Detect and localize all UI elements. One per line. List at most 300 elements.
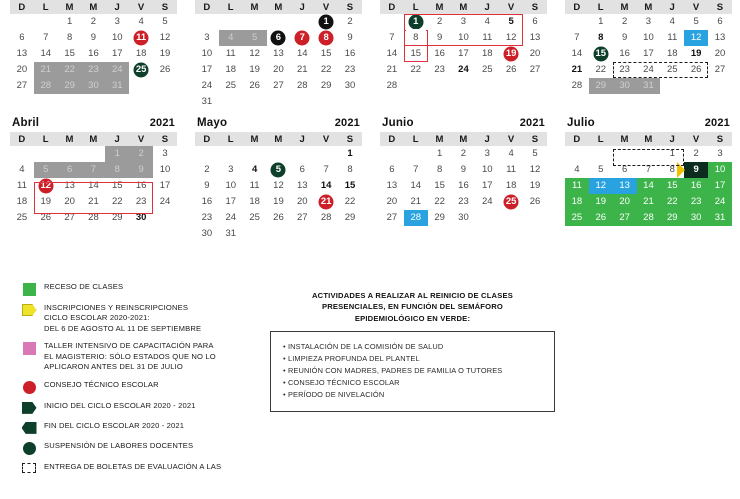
calendar-day-cell[interactable] — [637, 78, 661, 94]
calendar-day-cell[interactable] — [153, 62, 177, 78]
calendar-day-cell[interactable] — [153, 30, 177, 46]
calendar-day-cell[interactable] — [404, 30, 428, 46]
calendar-day-cell[interactable] — [428, 30, 452, 46]
calendar-day-cell[interactable] — [708, 194, 732, 210]
calendar-day-cell[interactable] — [613, 210, 637, 226]
calendar-day-cell[interactable] — [523, 146, 547, 162]
calendar-day-cell[interactable] — [523, 162, 547, 178]
calendar-day-cell[interactable] — [290, 30, 314, 46]
calendar-day-cell[interactable] — [10, 62, 34, 78]
calendar-day-cell[interactable] — [153, 178, 177, 194]
calendar-day-cell[interactable] — [428, 146, 452, 162]
calendar-day-cell[interactable] — [82, 162, 106, 178]
weekday-header: M — [243, 132, 267, 146]
calendar-day-cell[interactable] — [637, 46, 661, 62]
calendar-day-cell[interactable] — [565, 78, 589, 94]
calendar-day-cell[interactable] — [34, 30, 58, 46]
legend-swatch — [14, 462, 44, 473]
calendar-day-cell[interactable] — [58, 30, 82, 46]
calendar-day-cell[interactable] — [314, 62, 338, 78]
calendar-day-cell[interactable] — [499, 146, 523, 162]
calendar-day-cell[interactable] — [523, 62, 547, 78]
calendar-day-cell[interactable] — [475, 162, 499, 178]
calendar-day-cell[interactable] — [589, 46, 613, 62]
day-number: 16 — [88, 48, 99, 59]
calendar-day-cell[interactable] — [34, 178, 58, 194]
calendar-day-cell[interactable] — [475, 62, 499, 78]
calendar-day-cell[interactable] — [314, 210, 338, 226]
activities-list-item: • PERÍODO DE NIVELACIÓN — [283, 390, 385, 400]
calendar-day-cell[interactable] — [565, 62, 589, 78]
calendar-day-cell[interactable] — [10, 46, 34, 62]
calendar-day-cell[interactable] — [404, 46, 428, 62]
day-number: 15 — [667, 180, 678, 191]
calendar-day-cell[interactable] — [105, 30, 129, 46]
calendar-day-cell[interactable] — [637, 62, 661, 78]
calendar-day-cell[interactable] — [637, 162, 661, 178]
calendar-day-cell[interactable] — [637, 14, 661, 30]
calendar-empty-cell — [589, 146, 613, 162]
calendar-day-cell[interactable] — [380, 46, 404, 62]
calendar-day-cell[interactable] — [34, 210, 58, 226]
calendar-day-cell[interactable] — [499, 194, 523, 210]
calendar-day-cell[interactable] — [428, 62, 452, 78]
calendar-day-cell[interactable] — [243, 178, 267, 194]
calendar-day-cell[interactable] — [105, 78, 129, 94]
calendar-day-cell[interactable] — [380, 62, 404, 78]
calendar-day-cell[interactable] — [475, 194, 499, 210]
calendar-day-cell[interactable] — [314, 46, 338, 62]
calendar-day-cell[interactable] — [452, 178, 476, 194]
day-number: 21 — [297, 64, 308, 75]
calendar-day-cell[interactable] — [290, 178, 314, 194]
calendar-day-cell[interactable] — [613, 14, 637, 30]
calendar-day-cell[interactable] — [613, 194, 637, 210]
calendar-day-cell[interactable] — [660, 62, 684, 78]
calendar-day-cell[interactable] — [613, 178, 637, 194]
calendar-day-cell[interactable] — [314, 14, 338, 30]
calendar-day-cell[interactable] — [195, 94, 219, 110]
calendar-day-cell[interactable] — [153, 14, 177, 30]
calendar-day-cell[interactable] — [589, 210, 613, 226]
calendar-day-cell[interactable] — [380, 30, 404, 46]
calendar-day-cell[interactable] — [660, 46, 684, 62]
calendar-day-cell[interactable] — [58, 14, 82, 30]
calendar-day-cell[interactable] — [267, 46, 291, 62]
day-number: 13 — [529, 32, 541, 43]
calendar-day-cell[interactable] — [129, 46, 153, 62]
calendar-day-cell[interactable] — [428, 194, 452, 210]
calendar-day-cell[interactable] — [523, 46, 547, 62]
calendar-day-cell[interactable] — [660, 30, 684, 46]
calendar-day-cell[interactable] — [475, 14, 499, 30]
calendar-empty-cell — [153, 78, 177, 94]
calendar-day-cell[interactable] — [565, 162, 589, 178]
calendar-day-cell[interactable] — [267, 62, 291, 78]
calendar-day-cell[interactable] — [475, 146, 499, 162]
calendar-day-cell[interactable] — [684, 62, 708, 78]
calendar-day-cell[interactable] — [58, 62, 82, 78]
calendar-day-cell[interactable] — [523, 14, 547, 30]
calendar-day-cell[interactable] — [589, 162, 613, 178]
calendar-day-cell[interactable] — [613, 78, 637, 94]
calendar-day-cell[interactable] — [105, 46, 129, 62]
calendar-day-cell[interactable] — [82, 30, 106, 46]
calendar-day-cell[interactable] — [637, 30, 661, 46]
calendar-day-cell[interactable] — [637, 178, 661, 194]
calendar-day-cell[interactable] — [10, 78, 34, 94]
calendar-day-cell[interactable] — [129, 194, 153, 210]
calendar-day-cell[interactable] — [452, 162, 476, 178]
day-number: 7 — [574, 32, 580, 43]
calendar-day-cell[interactable] — [195, 78, 219, 94]
calendar-day-cell[interactable] — [338, 146, 362, 162]
calendar-day-cell[interactable] — [219, 210, 243, 226]
calendar-day-cell[interactable] — [219, 178, 243, 194]
calendar-day-cell[interactable] — [565, 194, 589, 210]
weekday-header: M — [82, 132, 106, 146]
calendar-day-cell[interactable] — [290, 194, 314, 210]
calendar-day-cell[interactable] — [338, 62, 362, 78]
legend-swatch — [14, 282, 44, 296]
day-number: 9 — [436, 32, 443, 43]
calendar-day-cell[interactable] — [452, 146, 476, 162]
calendar-day-cell[interactable] — [105, 194, 129, 210]
calendar-day-cell[interactable] — [452, 46, 476, 62]
day-number: 5 — [251, 32, 258, 43]
calendar-day-cell[interactable] — [219, 46, 243, 62]
calendar-day-cell[interactable] — [589, 78, 613, 94]
calendar-day-cell[interactable] — [589, 178, 613, 194]
calendar-day-cell[interactable] — [452, 210, 476, 226]
calendar-day-cell[interactable] — [290, 78, 314, 94]
calendar-day-cell[interactable] — [499, 46, 523, 62]
calendar-day-cell[interactable] — [708, 30, 732, 46]
calendar-day-cell[interactable] — [708, 178, 732, 194]
weekday-header: S — [708, 0, 732, 14]
calendar-day-cell[interactable] — [428, 14, 452, 30]
calendar-day-cell[interactable] — [684, 210, 708, 226]
day-number: 19 — [595, 196, 607, 207]
calendar-day-cell[interactable] — [637, 194, 661, 210]
calendar-day-cell[interactable] — [219, 194, 243, 210]
calendar-day-cell[interactable] — [153, 46, 177, 62]
calendar-day-cell[interactable] — [565, 46, 589, 62]
weekday-header: L — [219, 132, 243, 146]
calendar-day-cell[interactable] — [684, 146, 708, 162]
calendar-day-cell[interactable] — [290, 46, 314, 62]
day-number: 11 — [667, 32, 678, 43]
day-number: 30 — [201, 228, 213, 239]
calendar-day-cell[interactable] — [404, 194, 428, 210]
calendar-day-cell[interactable] — [380, 210, 404, 226]
calendar-day-cell[interactable] — [380, 162, 404, 178]
calendar-day-cell[interactable] — [708, 46, 732, 62]
calendar-empty-cell — [708, 78, 732, 94]
calendar-day-cell[interactable] — [290, 210, 314, 226]
weekday-header: S — [153, 132, 177, 146]
day-number: 16 — [690, 180, 702, 191]
calendar-day-cell[interactable] — [129, 62, 153, 78]
calendar-day-cell[interactable] — [105, 62, 129, 78]
day-number: 9 — [138, 164, 144, 175]
calendar-day-cell[interactable] — [267, 210, 291, 226]
calendar-day-cell[interactable] — [475, 30, 499, 46]
calendar-day-cell[interactable] — [58, 194, 82, 210]
legend-label — [44, 282, 123, 292]
calendar-day-cell[interactable] — [243, 62, 267, 78]
calendar-day-cell[interactable] — [34, 62, 58, 78]
day-number: 12 — [159, 32, 171, 43]
calendar-day-cell[interactable] — [58, 178, 82, 194]
calendar-day-cell[interactable] — [129, 14, 153, 30]
calendar-day-cell[interactable] — [338, 46, 362, 62]
calendar-day-cell[interactable] — [219, 30, 243, 46]
calendar-day-cell[interactable] — [565, 30, 589, 46]
calendar-day-cell[interactable] — [82, 62, 106, 78]
calendar-day-cell[interactable] — [195, 194, 219, 210]
calendar-day-cell[interactable] — [660, 194, 684, 210]
calendar-day-cell[interactable] — [380, 78, 404, 94]
calendar-day-cell[interactable] — [243, 78, 267, 94]
calendar-day-cell[interactable] — [428, 162, 452, 178]
calendar-day-cell[interactable] — [708, 210, 732, 226]
calendar-day-cell[interactable] — [523, 30, 547, 46]
calendar-day-cell[interactable] — [153, 146, 177, 162]
calendar-day-cell[interactable] — [452, 194, 476, 210]
calendar-day-cell[interactable] — [129, 30, 153, 46]
day-number: 28 — [297, 80, 308, 91]
day-number: 27 — [16, 80, 28, 91]
weekday-header: J — [105, 0, 129, 14]
calendar-day-cell[interactable] — [58, 210, 82, 226]
calendar-day-cell[interactable] — [637, 210, 661, 226]
calendar-day-cell[interactable] — [499, 178, 523, 194]
day-number: 11 — [571, 180, 582, 191]
calendar-day-cell[interactable] — [428, 210, 452, 226]
calendar-day-cell[interactable] — [195, 62, 219, 78]
calendar-day-cell[interactable] — [708, 62, 732, 78]
calendar-day-cell[interactable] — [338, 194, 362, 210]
calendar-day-cell[interactable] — [219, 162, 243, 178]
calendar-day-cell[interactable] — [10, 178, 34, 194]
calendar-day-cell[interactable] — [404, 62, 428, 78]
calendar-day-cell[interactable] — [195, 46, 219, 62]
calendar-day-cell[interactable] — [314, 30, 338, 46]
calendar-day-cell[interactable] — [243, 46, 267, 62]
weekday-header: S — [523, 132, 547, 146]
calendar-day-cell[interactable] — [452, 14, 476, 30]
calendar-day-cell[interactable] — [267, 30, 291, 46]
calendar-day-cell[interactable] — [613, 30, 637, 46]
weekday-header: M — [613, 0, 637, 14]
calendar-empty-cell — [613, 146, 637, 162]
calendar-day-cell[interactable] — [428, 46, 452, 62]
calendar-day-cell[interactable] — [10, 194, 34, 210]
calendar-day-cell[interactable] — [499, 30, 523, 46]
calendar-day-cell[interactable] — [314, 78, 338, 94]
calendar-day-cell[interactable] — [10, 210, 34, 226]
calendar-day-cell[interactable] — [34, 46, 58, 62]
calendar-day-cell[interactable] — [404, 178, 428, 194]
calendar-day-cell[interactable] — [565, 178, 589, 194]
calendar-day-cell[interactable] — [565, 210, 589, 226]
calendar-day-cell[interactable] — [129, 178, 153, 194]
calendar-day-cell[interactable] — [10, 30, 34, 46]
calendar-day-cell[interactable] — [589, 62, 613, 78]
calendar-day-cell[interactable] — [195, 162, 219, 178]
day-number: 28 — [40, 80, 52, 91]
calendar-day-cell[interactable] — [475, 178, 499, 194]
calendar-day-cell[interactable] — [219, 62, 243, 78]
day-number: 1 — [347, 148, 353, 159]
calendar-day-cell[interactable] — [267, 178, 291, 194]
calendar-day-cell[interactable] — [708, 14, 732, 30]
day-number: 18 — [667, 48, 678, 59]
calendar-day-cell[interactable] — [404, 210, 428, 226]
calendar-day-cell[interactable] — [589, 30, 613, 46]
calendar-day-cell[interactable] — [243, 194, 267, 210]
calendar-title-mayo — [195, 117, 362, 132]
calendar-day-cell[interactable] — [708, 146, 732, 162]
calendar-day-cell[interactable] — [58, 162, 82, 178]
calendar-day-cell[interactable] — [660, 210, 684, 226]
calendar-day-cell[interactable] — [380, 194, 404, 210]
calendar-day-cell[interactable] — [475, 46, 499, 62]
calendar-day-cell[interactable] — [338, 178, 362, 194]
calendar-day-cell[interactable] — [105, 178, 129, 194]
calendar-day-cell[interactable] — [499, 14, 523, 30]
calendar-day-cell[interactable] — [338, 30, 362, 46]
calendar-day-cell[interactable] — [82, 194, 106, 210]
calendar-day-cell[interactable] — [105, 210, 129, 226]
calendar-day-cell[interactable] — [243, 30, 267, 46]
calendar-day-cell[interactable] — [219, 226, 243, 242]
calendar-day-cell[interactable] — [404, 162, 428, 178]
calendar-day-cell[interactable] — [195, 210, 219, 226]
calendar-day-cell[interactable] — [452, 30, 476, 46]
calendar-day-cell[interactable] — [523, 178, 547, 194]
calendar-day-cell[interactable] — [499, 62, 523, 78]
weekday-header: V — [499, 132, 523, 146]
calendar-day-cell[interactable] — [338, 78, 362, 94]
day-number: 6 — [275, 32, 282, 43]
calendar-day-cell[interactable] — [82, 210, 106, 226]
calendar-day-cell[interactable] — [195, 178, 219, 194]
calendar-day-cell[interactable] — [105, 146, 129, 162]
day-number: 22 — [434, 196, 445, 207]
calendar-day-cell[interactable] — [380, 178, 404, 194]
day-number: 29 — [344, 212, 356, 223]
calendar-day-cell[interactable] — [404, 14, 428, 30]
calendar-day-cell[interactable] — [684, 178, 708, 194]
weekday-header: D — [195, 0, 219, 14]
day-number: 31 — [112, 80, 123, 91]
calendar-day-cell[interactable] — [589, 14, 613, 30]
calendar-day-cell[interactable] — [219, 78, 243, 94]
calendar-day-cell[interactable] — [338, 162, 362, 178]
day-number: 30 — [619, 80, 630, 91]
calendar-empty-cell — [153, 210, 177, 226]
calendar-day-cell[interactable] — [129, 210, 153, 226]
calendar-day-cell[interactable] — [338, 14, 362, 30]
calendar-day-cell[interactable] — [195, 30, 219, 46]
calendar-day-cell[interactable] — [82, 46, 106, 62]
calendar-day-cell[interactable] — [267, 162, 291, 178]
legend-item — [14, 282, 264, 296]
calendar-day-cell[interactable] — [523, 194, 547, 210]
calendar-day-cell[interactable] — [660, 14, 684, 30]
weekday-header: L — [404, 0, 428, 14]
day-number: 28 — [320, 212, 332, 223]
calendar-day-cell[interactable] — [34, 78, 58, 94]
calendar-day-cell[interactable] — [243, 210, 267, 226]
calendar-day-cell[interactable] — [82, 178, 106, 194]
calendar-day-cell[interactable] — [58, 78, 82, 94]
weekday-header: M — [428, 132, 452, 146]
calendar-day-cell[interactable] — [708, 162, 732, 178]
calendar-day-cell[interactable] — [684, 30, 708, 46]
day-number: 29 — [64, 80, 75, 91]
calendar-day-cell[interactable] — [314, 162, 338, 178]
calendar-day-cell[interactable] — [613, 46, 637, 62]
day-number: 19 — [529, 180, 541, 191]
calendar-day-cell[interactable] — [684, 46, 708, 62]
calendar-day-cell[interactable] — [613, 62, 637, 78]
calendar-day-cell[interactable] — [195, 226, 219, 242]
calendar-day-cell[interactable] — [589, 194, 613, 210]
day-number: 8 — [323, 32, 329, 43]
calendar-day-cell[interactable] — [34, 194, 58, 210]
calendar-day-cell[interactable] — [82, 14, 106, 30]
calendar-day-cell[interactable] — [314, 178, 338, 194]
calendar-day-cell[interactable] — [684, 14, 708, 30]
calendar-day-cell[interactable] — [428, 178, 452, 194]
calendar-day-cell[interactable] — [660, 146, 684, 162]
calendar-day-cell[interactable] — [499, 162, 523, 178]
calendar-day-cell[interactable] — [10, 162, 34, 178]
calendar-day-cell[interactable] — [105, 14, 129, 30]
calendar-day-cell[interactable] — [82, 78, 106, 94]
day-number: 10 — [643, 32, 654, 43]
calendar-year-label: 2021 — [334, 117, 360, 129]
calendar-day-cell[interactable] — [153, 162, 177, 178]
day-number: 12 — [529, 164, 541, 175]
calendar-day-cell[interactable] — [153, 194, 177, 210]
calendar-day-cell[interactable] — [267, 194, 291, 210]
calendar-day-cell[interactable] — [338, 210, 362, 226]
calendar-day-cell[interactable] — [243, 162, 267, 178]
calendar-day-cell[interactable] — [684, 162, 708, 178]
calendar-day-cell[interactable] — [684, 194, 708, 210]
calendar-day-cell[interactable] — [58, 46, 82, 62]
calendar-month-label: Abril — [12, 117, 40, 129]
day-number: 24 — [458, 64, 469, 75]
calendar-day-cell[interactable] — [34, 162, 58, 178]
calendar-day-cell[interactable] — [290, 62, 314, 78]
calendar-day-cell[interactable] — [613, 162, 637, 178]
calendar-day-cell[interactable] — [314, 194, 338, 210]
day-number: 15 — [434, 180, 445, 191]
calendar-day-cell[interactable] — [267, 78, 291, 94]
calendar-day-cell[interactable] — [290, 162, 314, 178]
calendar-day-cell[interactable] — [129, 146, 153, 162]
calendar-day-cell[interactable] — [105, 162, 129, 178]
calendar-day-cell[interactable] — [660, 178, 684, 194]
calendar-day-cell[interactable] — [452, 62, 476, 78]
calendar-day-cell[interactable] — [129, 162, 153, 178]
legend-label-line: DEL 6 DE AGOSTO AL 11 DE SEPTIEMBRE — [44, 323, 202, 333]
